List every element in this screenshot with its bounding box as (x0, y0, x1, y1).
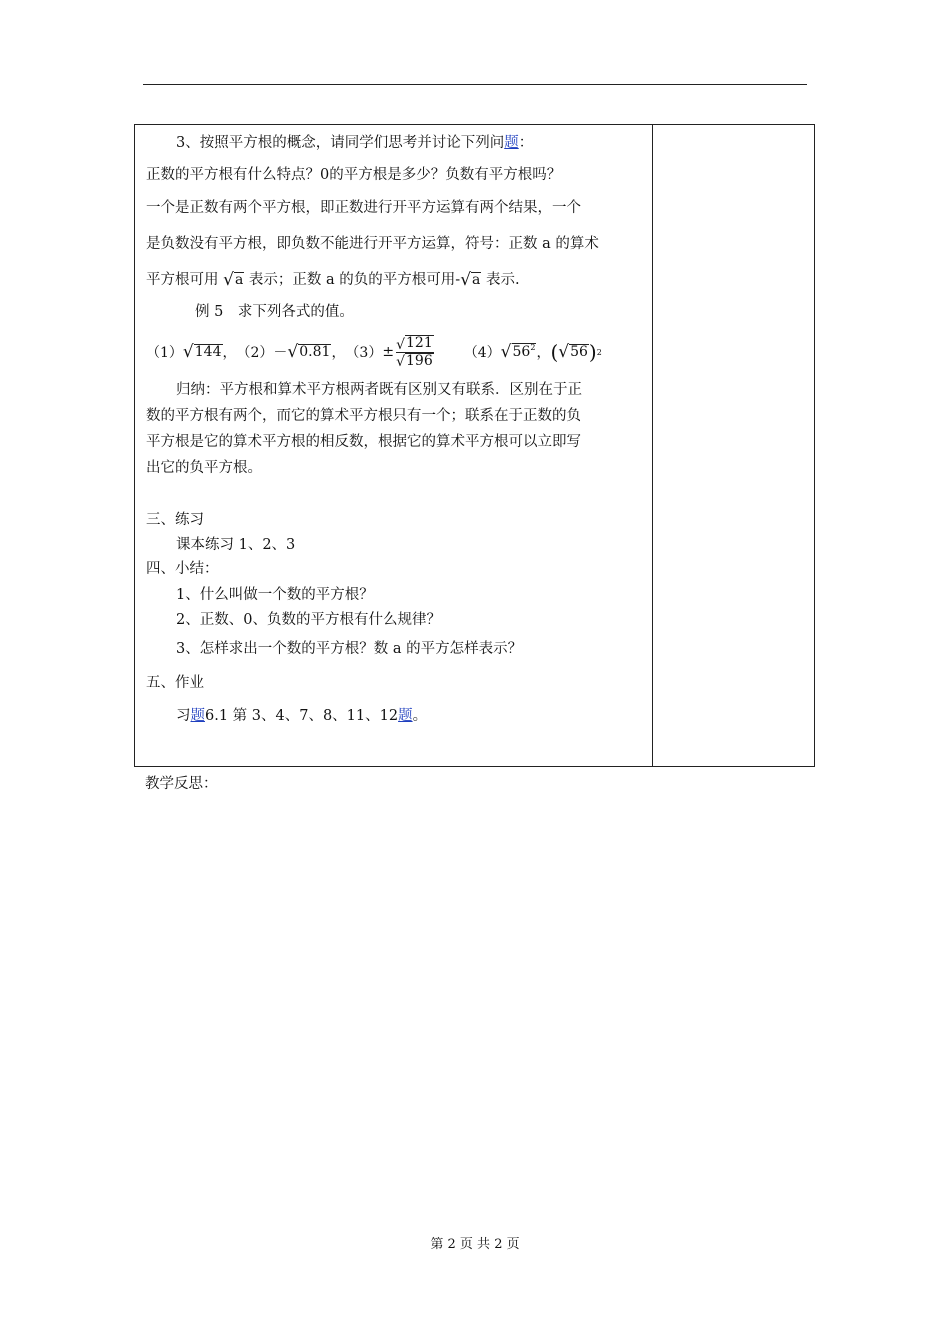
summary-q3: 3、怎样求出一个数的平方根？数 a 的平方怎样表示？ (176, 641, 523, 657)
section-summary: 四、小结： (146, 561, 219, 577)
homework-line: 习题6.1 第 3、4、7、8、11、12题。 (176, 708, 428, 724)
summary-line-1: 归纳：平方根和算术平方根两者既有区别又有联系．区别在于正 (176, 382, 582, 398)
teaching-reflection-label: 教学反思： (145, 776, 218, 792)
lesson-table (134, 124, 815, 767)
sqrt-a-symbol: √ a (223, 269, 244, 290)
question-line: 正数的平方根有什么特点？0的平方根是多少？负数有平方根吗？ (146, 167, 562, 183)
example-expressions: （1） √ 144 ， （2）－ √ 0.81 ， （3） ± √ 121 √ 196 （4） √ $56^2$ ， ( √ 56 ) 2 (146, 335, 602, 370)
header-rule (143, 84, 807, 85)
link-ti[interactable]: 题 (504, 135, 519, 151)
homework-link-2[interactable]: 题 (398, 708, 413, 724)
summary-line-2: 数的平方根有两个，而它的算术平方根只有一个；联系在于正数的负 (146, 408, 581, 424)
section-practice: 三、练习 (146, 512, 204, 528)
summary-line-3: 平方根是它的算术平方根的相反数，根据它的算术平方根可以立即写 (146, 434, 581, 450)
neg-sqrt-a-symbol: √ a (460, 269, 481, 290)
explanation-line-1: 一个是正数有两个平方根，即正数进行开平方运算有两个结果，一个 (146, 200, 581, 216)
table-column-divider (652, 125, 653, 766)
summary-q2: 2、正数、0、负数的平方根有什么规律？ (176, 612, 441, 628)
summary-line-4: 出它的负平方根。 (146, 460, 262, 476)
sqrt-0-81: √ 0.81 (287, 341, 331, 362)
fraction-sqrt: √ 121 √ 196 (396, 335, 433, 370)
sqrt-56-squared: √ $56^2$ (500, 341, 536, 362)
paragraph-3: 3、按照平方根的概念，请同学们思考并讨论下列问题： (176, 135, 534, 151)
example-title: 例 5 求下列各式的值。 (195, 304, 354, 320)
explanation-line-2: 是负数没有平方根，即负数不能进行开平方运算，符号：正数 a 的算术 (146, 236, 599, 252)
section-homework: 五、作业 (146, 675, 204, 691)
sqrt-144: √ 144 (182, 341, 222, 362)
sqrt-56-paren-squared: ( √ 56 ) 2 (550, 340, 602, 364)
summary-q1: 1、什么叫做一个数的平方根？ (176, 587, 374, 603)
homework-link-1[interactable]: 题 (190, 708, 205, 724)
page-footer: 第 2 页 共 2 页 (430, 1237, 520, 1252)
explanation-line-3: 平方根可用 √ a 表示；正数 a 的负的平方根可用- √ a 表示. (146, 269, 520, 290)
practice-line: 课本练习 1、2、3 (176, 537, 296, 553)
